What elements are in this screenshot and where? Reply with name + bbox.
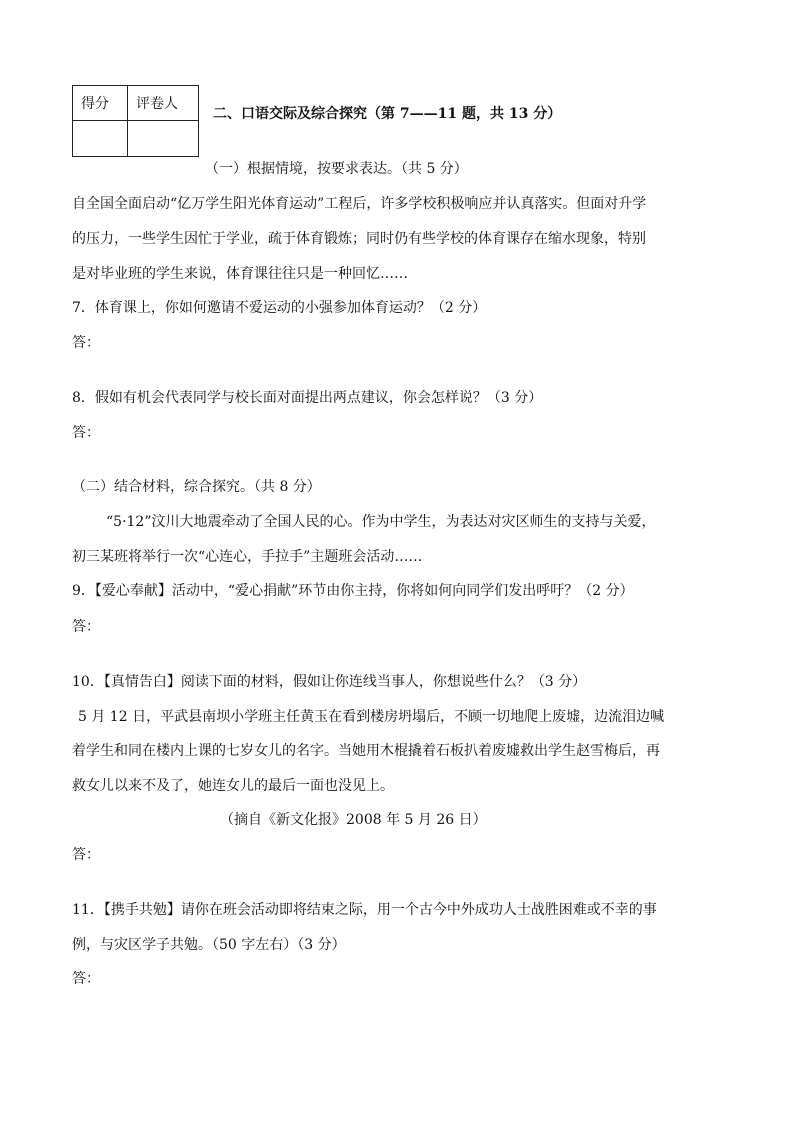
question-11-line-1: 11．【携手共勉】请你在班会活动即将结束之际，用一个古今中外成功人士战胜困难或不幸的事	[72, 902, 657, 918]
answer-7-label: 答：	[72, 335, 100, 351]
score-cell[interactable]	[73, 121, 128, 157]
part1-title: （一）根据情境，按要求表达。（共 5 分）	[205, 161, 468, 177]
section-title: 二、口语交际及综合探究（第 7——11 题，共 13 分）	[213, 106, 562, 122]
part2-title: （二）结合材料，综合探究。（共 8 分）	[72, 479, 321, 495]
answer-10-label: 答：	[72, 847, 100, 863]
question-11-line-2: 例，与灾区学子共勉。（50 字左右）（3 分）	[72, 937, 346, 953]
answer-11-label: 答：	[72, 971, 100, 987]
part1-intro-line-1: 自全国全面启动“亿万学生阳光体育运动”工程后，许多学校积极响应并认真落实。但面对升学	[72, 196, 647, 212]
question-7: 7．体育课上，你如何邀请不爱运动的小强参加体育运动？（2 分）	[72, 300, 487, 316]
grader-header: 评卷人	[128, 86, 199, 121]
score-table	[72, 85, 199, 157]
question-10: 10．【真情告白】阅读下面的材料，假如让你连线当事人，你想说些什么？（3 分）	[72, 674, 587, 690]
question-9: 9．【爱心奉献】活动中，“爱心捐献”环节由你主持，你将如何向同学们发出呼吁？（2 分）	[72, 583, 634, 599]
score-header: 得分	[73, 86, 128, 121]
part1-intro-line-2: 的压力，一些学生因忙于学业，疏于体育锻炼；同时仍有些学校的体育课存在缩水现象，特别	[72, 231, 646, 247]
part2-intro-line-1: “5·12”汶川大地震牵动了全国人民的心。作为中学生，为表达对灾区师生的支持与关爱，	[106, 514, 656, 530]
part2-intro-line-2: 初三某班将举行一次“心连心，手拉手”主题班会活动……	[72, 549, 423, 565]
material-line-1: 5 月 12 日，平武县南坝小学班主任黄玉在看到楼房坍塌后，不顾一切地爬上废墟，边流泪边喊	[78, 709, 665, 725]
grader-cell[interactable]	[128, 121, 199, 157]
question-8: 8．假如有机会代表同学与校长面对面提出两点建议，你会怎样说？（3 分）	[72, 390, 543, 406]
material-line-3: 救女儿以来不及了，她连女儿的最后一面也没见上。	[72, 778, 394, 794]
material-source: （摘自《新文化报》2008 年 5 月 26 日）	[220, 812, 487, 828]
answer-9-label: 答：	[72, 619, 100, 635]
part1-intro-line-3: 是对毕业班的学生来说，体育课往往只是一种回忆……	[72, 266, 408, 282]
material-line-2: 着学生和同在楼内上课的七岁女儿的名字。当她用木棍撬着石板扒着废墟救出学生赵雪梅后，再	[72, 743, 660, 759]
answer-8-label: 答：	[72, 425, 100, 441]
